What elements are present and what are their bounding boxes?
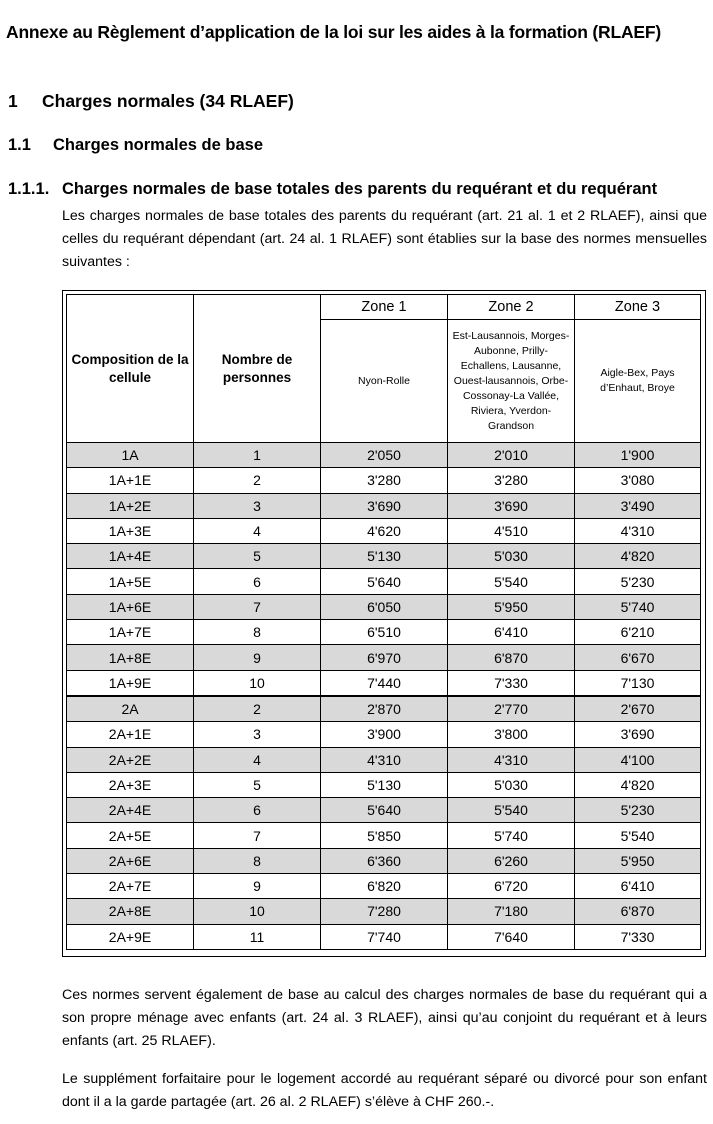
cell-persons: 2 xyxy=(194,696,321,722)
cell-composition: 1A+3E xyxy=(67,518,194,543)
cell-zone-1: 3'280 xyxy=(321,468,448,493)
cell-zone-3: 4'310 xyxy=(575,518,701,543)
charges-table xyxy=(66,294,701,950)
section-title: Charges normales de base totales des parents du requérant et du requérant xyxy=(62,180,658,198)
cell-zone-1: 5'640 xyxy=(321,798,448,823)
cell-zone-2: 5'740 xyxy=(448,823,575,848)
cell-persons: 7 xyxy=(194,594,321,619)
cell-zone-1: 4'310 xyxy=(321,747,448,772)
table-row xyxy=(67,620,701,645)
cell-zone-2: 7'330 xyxy=(448,670,575,696)
cell-zone-1: 6'970 xyxy=(321,645,448,670)
cell-zone-2: 3'800 xyxy=(448,722,575,747)
table-row xyxy=(67,569,701,594)
cell-zone-1: 6'050 xyxy=(321,594,448,619)
cell-persons: 4 xyxy=(194,518,321,543)
table-body xyxy=(67,443,701,950)
cell-composition: 2A+9E xyxy=(67,924,194,949)
cell-persons: 6 xyxy=(194,569,321,594)
cell-zone-2: 4'310 xyxy=(448,747,575,772)
cell-composition: 2A+7E xyxy=(67,874,194,899)
cell-zone-2: 2'770 xyxy=(448,696,575,722)
cell-zone-1: 2'050 xyxy=(321,443,448,468)
cell-composition: 1A+4E xyxy=(67,544,194,569)
table-row xyxy=(67,518,701,543)
cell-zone-2: 5'540 xyxy=(448,798,575,823)
header-zone-3: Zone 3 xyxy=(575,295,701,320)
header-composition: Composition de la cellule xyxy=(67,295,194,443)
cell-zone-2: 2'010 xyxy=(448,443,575,468)
cell-zone-3: 2'670 xyxy=(575,696,701,722)
cell-zone-3: 5'230 xyxy=(575,569,701,594)
cell-persons: 2 xyxy=(194,468,321,493)
cell-composition: 2A+8E xyxy=(67,899,194,924)
cell-composition: 1A+7E xyxy=(67,620,194,645)
cell-composition: 2A+6E xyxy=(67,848,194,873)
cell-persons: 3 xyxy=(194,493,321,518)
cell-persons: 10 xyxy=(194,670,321,696)
cell-zone-3: 7'130 xyxy=(575,670,701,696)
note-paragraph-2: Le supplément forfaitaire pour le logement accordé au requérant séparé ou divorcé pour son enfant dont il a la garde partagée (art. 26 al. 2 RLAEF) s’élève à CHF 260.-. xyxy=(62,1071,707,1110)
cell-zone-1: 6'360 xyxy=(321,848,448,873)
table-row xyxy=(67,823,701,848)
header-persons: Nombre de personnes xyxy=(194,295,321,443)
cell-composition: 1A+6E xyxy=(67,594,194,619)
zone-1-areas: Nyon-Rolle xyxy=(321,320,448,443)
cell-zone-2: 3'690 xyxy=(448,493,575,518)
section-title: Charges normales (34 RLAEF) xyxy=(42,91,294,111)
cell-zone-2: 5'540 xyxy=(448,569,575,594)
cell-zone-1: 7'440 xyxy=(321,670,448,696)
table-row xyxy=(67,443,701,468)
cell-zone-1: 3'900 xyxy=(321,722,448,747)
cell-zone-2: 5'950 xyxy=(448,594,575,619)
table-row xyxy=(67,594,701,619)
cell-zone-2: 6'260 xyxy=(448,848,575,873)
cell-persons: 5 xyxy=(194,772,321,797)
cell-persons: 7 xyxy=(194,823,321,848)
cell-zone-2: 7'180 xyxy=(448,899,575,924)
section-heading-1-1-1 xyxy=(8,180,657,199)
cell-persons: 3 xyxy=(194,722,321,747)
cell-zone-1: 2'870 xyxy=(321,696,448,722)
cell-composition: 1A+5E xyxy=(67,569,194,594)
table-row xyxy=(67,544,701,569)
cell-persons: 11 xyxy=(194,924,321,949)
table-row xyxy=(67,848,701,873)
cell-zone-3: 6'870 xyxy=(575,899,701,924)
cell-composition: 2A+4E xyxy=(67,798,194,823)
cell-zone-3: 5'540 xyxy=(575,823,701,848)
table-row xyxy=(67,645,701,670)
note-paragraph-1: Ces normes servent également de base au calcul des charges normales de base du requérant qui a son propre ménage avec enfants (art. 24 al. 3 RLAEF), ainsi qu’au conjoint du requérant et à leurs enfants (art. 25 RLAEF). xyxy=(62,987,707,1049)
cell-composition: 2A+2E xyxy=(67,747,194,772)
cell-zone-2: 4'510 xyxy=(448,518,575,543)
cell-composition: 1A+8E xyxy=(67,645,194,670)
cell-zone-1: 5'130 xyxy=(321,772,448,797)
table-row xyxy=(67,696,701,722)
table-row xyxy=(67,874,701,899)
cell-zone-1: 5'850 xyxy=(321,823,448,848)
cell-persons: 8 xyxy=(194,620,321,645)
cell-composition: 1A+9E xyxy=(67,670,194,696)
document-title: Annexe au Règlement d’application de la loi sur les aides à la formation (RLAEF) xyxy=(6,22,661,42)
cell-zone-3: 3'080 xyxy=(575,468,701,493)
cell-persons: 5 xyxy=(194,544,321,569)
cell-zone-3: 4'100 xyxy=(575,747,701,772)
cell-zone-3: 5'230 xyxy=(575,798,701,823)
cell-zone-1: 4'620 xyxy=(321,518,448,543)
cell-composition: 2A+1E xyxy=(67,722,194,747)
section-title: Charges normales de base xyxy=(53,136,264,154)
cell-composition: 1A xyxy=(67,443,194,468)
section-heading-1 xyxy=(8,91,294,112)
cell-zone-1: 6'510 xyxy=(321,620,448,645)
cell-composition: 2A+3E xyxy=(67,772,194,797)
cell-zone-2: 6'410 xyxy=(448,620,575,645)
cell-zone-3: 5'950 xyxy=(575,848,701,873)
cell-zone-1: 6'820 xyxy=(321,874,448,899)
cell-zone-3: 4'820 xyxy=(575,544,701,569)
cell-zone-3: 6'210 xyxy=(575,620,701,645)
cell-composition: 2A+5E xyxy=(67,823,194,848)
section-number: 1.1.1. xyxy=(8,180,50,198)
section-heading-1-1 xyxy=(8,136,263,155)
cell-zone-3: 5'740 xyxy=(575,594,701,619)
cell-zone-1: 7'280 xyxy=(321,899,448,924)
cell-zone-3: 6'670 xyxy=(575,645,701,670)
header-zone-2: Zone 2 xyxy=(448,295,575,320)
cell-zone-2: 6'870 xyxy=(448,645,575,670)
cell-persons: 9 xyxy=(194,874,321,899)
cell-zone-3: 7'330 xyxy=(575,924,701,949)
cell-persons: 6 xyxy=(194,798,321,823)
table-frame xyxy=(62,290,706,957)
cell-zone-1: 7'740 xyxy=(321,924,448,949)
table-row xyxy=(67,772,701,797)
cell-zone-3: 6'410 xyxy=(575,874,701,899)
cell-zone-2: 5'030 xyxy=(448,772,575,797)
table-row xyxy=(67,899,701,924)
table-row xyxy=(67,722,701,747)
section-number: 1.1 xyxy=(8,136,31,154)
cell-zone-2: 7'640 xyxy=(448,924,575,949)
cell-zone-3: 1'900 xyxy=(575,443,701,468)
cell-zone-3: 4'820 xyxy=(575,772,701,797)
section-number: 1 xyxy=(8,91,18,111)
table-row xyxy=(67,747,701,772)
cell-zone-2: 6'720 xyxy=(448,874,575,899)
cell-composition: 1A+1E xyxy=(67,468,194,493)
header-zone-1: Zone 1 xyxy=(321,295,448,320)
table-row xyxy=(67,924,701,949)
cell-zone-1: 5'640 xyxy=(321,569,448,594)
cell-persons: 4 xyxy=(194,747,321,772)
table-row xyxy=(67,670,701,696)
cell-zone-2: 5'030 xyxy=(448,544,575,569)
cell-composition: 2A xyxy=(67,696,194,722)
table-row xyxy=(67,468,701,493)
cell-zone-1: 5'130 xyxy=(321,544,448,569)
cell-zone-2: 3'280 xyxy=(448,468,575,493)
cell-composition: 1A+2E xyxy=(67,493,194,518)
cell-zone-1: 3'690 xyxy=(321,493,448,518)
cell-persons: 8 xyxy=(194,848,321,873)
intro-paragraph: Les charges normales de base totales des parents du requérant (art. 21 al. 1 et 2 RLAEF), ainsi que celles du requérant dépendant (art. 24 al. 1 RLAEF) sont établies sur la base des normes mensuelles suivantes : xyxy=(62,208,707,270)
table-row xyxy=(67,798,701,823)
cell-persons: 10 xyxy=(194,899,321,924)
cell-persons: 1 xyxy=(194,443,321,468)
cell-persons: 9 xyxy=(194,645,321,670)
cell-zone-3: 3'690 xyxy=(575,722,701,747)
zone-3-areas: Aigle-Bex, Pays d’Enhaut, Broye xyxy=(575,320,701,443)
table-row xyxy=(67,493,701,518)
cell-zone-3: 3'490 xyxy=(575,493,701,518)
zone-2-areas: Est-Lausannois, Morges-Aubonne, Prilly-Echallens, Lausanne, Ouest-lausannois, Orbe-Cossonay-La Vallée, Riviera, Yverdon-Grandson xyxy=(448,320,575,443)
